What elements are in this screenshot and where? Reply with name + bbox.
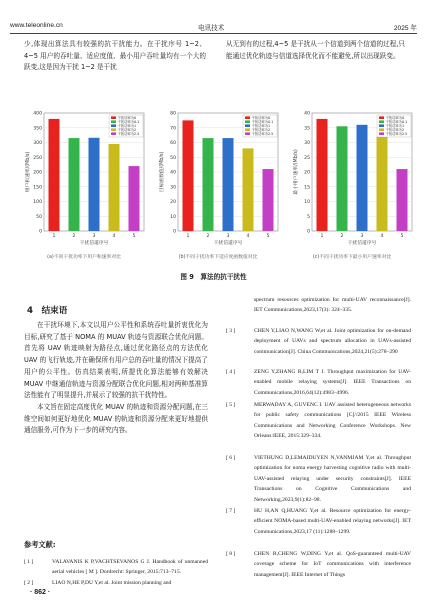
bar [203,138,214,231]
y-tick-label: 10 [304,200,310,206]
reference-text: HU H,AN Q,HUANG Y,et al. Resource optimization for energy-efficient NOMA-based multi-UAV-enabled relaying networks[J]. IET Communications,2023,17 (11):1288–1299. [254,508,411,535]
x-axis-label: 干扰信道序号 [347,241,377,246]
y-tick-label: 100 [33,200,42,206]
legend-label: 干扰功率为0 [251,115,271,120]
page-header [10,22,417,32]
reference-number: [ 2 ] [24,580,34,586]
legend-label: 干扰功率为2.5 [385,131,408,136]
bar-chart-b [152,106,284,256]
x-tick-label: 3 [360,234,364,239]
reference-text: VALAVANIS K P,VACHTSEVANOS G J. Handbook of unmanned aerial vehicles [ M ]. Dordrecht: Springer, 2015:713–715. [52,559,208,576]
bar [183,120,194,231]
y-tick-label: 70 [170,126,176,132]
chart-panel-c [286,106,418,284]
figure-9 [10,106,417,284]
bar [377,137,388,231]
legend-swatch [379,128,384,131]
bar [317,119,328,231]
reference-text: VIETHUNG D,LEMAIDUYEN N,VANMJAM Y,et al. Throughput optimization for noma energy harvesting cognitive radio with multi-UAV-assisted relaying under security constraints[J]. IEEE Transactions on Cognitive Communications and Networking,2023,9(1):82–98. [254,455,411,503]
reference-item [24,557,208,579]
y-tick-label: 15 [304,185,310,191]
legend-label: 干扰功率为2 [385,127,405,132]
legend-swatch [245,132,250,135]
x-axis-label: 干扰信道序号 [79,241,109,246]
legend-label: 干扰功率为0.1 [385,119,408,124]
legend-label: 干扰功率为0.1 [117,119,140,124]
y-tick-label: 0 [307,229,310,235]
reference-text: ZENG Y,ZHANG R,LIM T J. Throughput maximization for UAV-enabled mobile relaying systems[J]. IEEE Transactions on Communications,2016,64(12):4983–4996. [254,369,411,396]
bar [109,144,120,231]
reference-number: [ 6 ] [226,455,236,461]
reference-text: LIAO N,HE P,DU Y,et al. Joint mission planning and [52,580,172,586]
x-tick-label: 1 [320,234,324,239]
y-axis-label: 用户和速率/(Mb/s) [26,151,31,193]
bar [243,148,254,231]
chart-caption-a: (a)不同干扰功率下用户和速率对比 [47,255,121,260]
y-tick-label: 30 [170,185,176,191]
x-tick-label: 2 [72,234,76,239]
reference-item [226,326,411,366]
y-tick-label: 80 [170,111,176,117]
reference-number: [ 4 ] [226,369,236,375]
y-tick-label: 0 [173,229,176,235]
conclusion-body [24,320,208,437]
page-number: · 862 · [30,589,51,596]
reference-text: spectrum resources optimization for multi-UAV reconnaissance[J]. IET Communications,2023,17(3): 324–335. [254,297,411,314]
top-text-right [226,39,405,62]
legend-label: 干扰功率为2 [251,127,271,132]
legend-swatch [245,120,250,123]
bar [397,169,408,231]
y-tick-label: 50 [36,214,42,220]
legend-swatch [379,116,384,119]
reference-number: [ 8 ] [226,551,236,557]
paragraph: 少,体现出算法具有较强的抗干扰能力。在干扰序号 1~2、4~5 用户的吞吐量、适应度值、最小用户吞吐量均有一个大的跃变,这是因为干扰 1~2 是干扰 [24,40,206,72]
reference-text: CHEN R,CHENG W,DING Y,et al. QoS-guaranteed multi-UAV coverage scheme for IoT communications with interference management[J]. IEEE Internet of Things [254,551,411,578]
y-tick-label: 150 [33,185,42,191]
legend-label: 干扰功率为1 [117,123,137,128]
paragraph: 从无到有的过程,4~5 是干扰从一个信道到两个信道的过程,只能通过优化轨迹与信道选择优化而不能避免,所以出现跃变。 [226,40,405,60]
bar [49,119,60,231]
conclusion-paragraph-2: 本文旨在固定高度优化 MUAV 的轨迹和资源分配问题,在三维空间如何更好地优化 MUAV 的轨迹和资源分配来更好地提供通信服务,可作为下一步的研究内容。 [24,402,208,435]
y-tick-label: 25 [304,155,310,161]
legend-label: 干扰功率为2.5 [251,131,274,136]
chart-caption-c: (c)不同干扰功率下最小用户速率对比 [312,255,392,260]
y-tick-label: 50 [170,155,176,161]
y-tick-label: 0 [39,229,42,235]
y-tick-label: 200 [33,170,42,176]
y-tick-label: 35 [304,126,310,132]
legend-label: 干扰功率为0 [385,115,405,120]
x-tick-label: 5 [266,234,270,239]
bar [263,169,274,231]
x-tick-label: 1 [186,234,190,239]
reference-item [226,506,411,548]
y-tick-label: 250 [33,155,42,161]
reference-number: [ 1 ] [24,559,34,565]
bar [357,125,368,231]
legend-label: 干扰功率为0 [117,115,137,120]
chart-panel-b [152,106,284,284]
reference-text: CHEN Y,LIAO N,WANG W,et al. Joint optimization for on-demand deployment of UAVs and spectrum allocation in UAVs-assisted communication[J]. China Communications,2024,21(5):278–290 [254,328,411,355]
legend-label: 干扰功率为2 [117,127,137,132]
bar-chart-c [286,106,418,256]
legend-swatch [379,124,384,127]
y-tick-label: 30 [304,141,310,147]
legend-swatch [111,120,116,123]
legend-swatch [245,116,250,119]
conclusion-paragraph-1: 在干扰环境下,本文以用户公平性和系统吞吐量折衷优化为目标,研究了基于 NOMA 的 MUAV 轨迹与资源联合优化问题。首先将 UAV 轨迹映射为路径点,通过优化路径点的方法优化 UAV 的飞行轨迹,并在确保所有用户总的吞吐量的情况下提高了用户的公平性。仿真结果表明,所提优化算法能够有效解决 MUAV 中继通信轨迹与资源分配联合优化问题,相对两种基准算法性能有了明显提升,并展示了较强的抗干扰特性。 [24,321,208,400]
header-site: www.teleonline.cn [10,22,63,29]
y-tick-label: 40 [170,170,176,176]
legend-swatch [111,128,116,131]
y-tick-label: 20 [170,200,176,206]
reference-item [226,549,411,591]
y-axis-label: 最小用户速率/(Mb/s) [294,149,299,195]
y-tick-label: 60 [170,141,176,147]
y-tick-label: 5 [307,214,310,220]
reference-number: [ 5 ] [226,402,236,408]
x-tick-label: 3 [226,234,230,239]
x-tick-label: 5 [400,234,404,239]
bar [129,166,140,231]
section-heading: 4 结束语 [27,306,68,316]
header-journal: 电讯技术 [198,24,225,32]
legend-swatch [111,124,116,127]
chart-panel-a [18,106,150,284]
header-year: 2025 年 [393,25,417,32]
y-tick-label: 300 [33,141,42,147]
y-tick-label: 20 [304,170,310,176]
x-tick-label: 2 [206,234,210,239]
bar [69,138,80,231]
x-tick-label: 1 [52,234,56,239]
legend-swatch [111,116,116,119]
bar [89,138,100,231]
x-tick-label: 3 [92,234,96,239]
x-tick-label: 4 [380,234,384,239]
legend-label: 干扰功率为1 [385,123,405,128]
top-text-left [24,39,206,74]
reference-number: [ 7 ] [226,508,236,514]
legend-swatch [245,124,250,127]
x-tick-label: 4 [112,234,116,239]
reference-item [24,578,208,590]
x-tick-label: 2 [340,234,344,239]
x-tick-label: 4 [246,234,250,239]
chart-caption-b: (b)不同干扰功率下适应度函数值对比 [178,255,258,260]
header-rule [10,33,417,34]
legend-swatch [111,132,116,135]
reference-item [226,400,411,452]
legend-swatch [245,128,250,131]
y-tick-label: 40 [304,111,310,117]
legend-swatch [379,120,384,123]
y-tick-label: 10 [170,214,176,220]
reference-item [226,453,411,505]
reference-text: MERWADAY A, GUVENC I. UAV assisted heterogeneous networks for public safety communications [C]//2015 IEEE Wireless Communications and Networking Conference Workshops. New Orleans:IEEE, 2015:329–334. [254,402,411,440]
y-tick-label: 400 [33,111,42,117]
x-tick-label: 5 [132,234,136,239]
legend-label: 干扰功率为1 [251,123,271,128]
bar-chart-a [18,106,150,256]
reference-number: [ 3 ] [226,328,236,334]
bar [337,126,348,231]
x-axis-label: 干扰信道序号 [213,241,243,246]
references-heading: 参考文献: [24,540,56,549]
reference-item [226,367,411,399]
bar [223,138,234,231]
y-axis-label: 目标函数值/(Mb/s) [160,151,165,193]
legend-label: 干扰功率为0.1 [251,119,274,124]
legend-swatch [379,132,384,135]
y-tick-label: 350 [33,126,42,132]
figure-caption: 图 9 算法的抗干扰性 [180,273,247,281]
legend-label: 干扰功率为2.5 [117,131,140,136]
